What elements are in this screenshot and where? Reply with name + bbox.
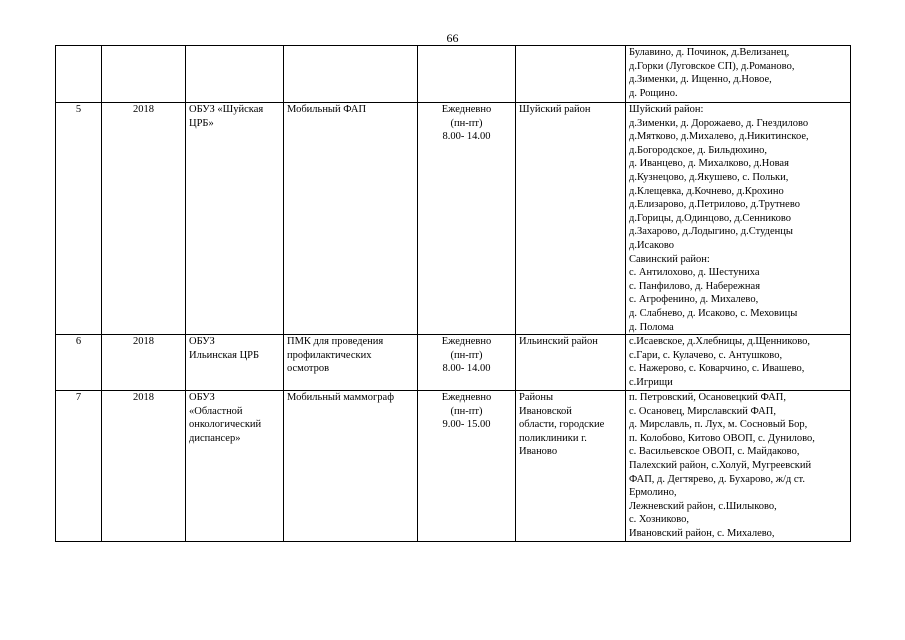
district-cell: [516, 335, 626, 391]
cell-line: с. Осановец, Мирславский ФАП,: [629, 405, 776, 417]
settlements-cell: [626, 103, 851, 335]
cell-line: Ежедневно: [441, 104, 492, 115]
cell-line: Районы: [519, 392, 554, 404]
cell-line: (пн-пт): [450, 405, 483, 417]
cell-line: «Областной: [189, 405, 243, 417]
cell-line: диспансер»: [189, 432, 241, 444]
settlements-cell: [626, 391, 851, 542]
cell-line: д. Полома: [629, 321, 674, 333]
year-cell: 2018: [102, 335, 186, 391]
row-number-cell: 5: [56, 103, 102, 335]
cell-line: Лежневский район, с.Шилыково,: [629, 500, 777, 512]
row-number-cell: 6: [56, 335, 102, 391]
cell-line: Шуйский район:: [629, 104, 704, 115]
cell-line: с. Васильевское ОВОП, с. Майдаково,: [629, 446, 800, 458]
cell-line: осмотров: [287, 363, 330, 375]
cell-line: д.Зименки, д. Ищенно, д.Новое,: [629, 74, 772, 86]
organization-cell: [186, 46, 284, 103]
cell-line: Палехский район, с.Холуй, Мугреевский: [629, 460, 812, 472]
cell-line: 8.00- 14.00: [442, 363, 491, 375]
cell-line: Булавино, д. Починок, д.Велизанец,: [629, 47, 790, 58]
service-type-cell: [284, 391, 418, 542]
settlements-cell: [626, 335, 851, 391]
district-cell: [516, 103, 626, 335]
cell-line: д. Рощино.: [629, 87, 678, 99]
district-cell: [516, 46, 626, 103]
table-row: [56, 335, 851, 391]
district-cell: [516, 391, 626, 542]
cell-line: области, городские: [519, 419, 605, 431]
cell-line: с.Игрищи: [629, 376, 673, 388]
organization-cell: [186, 103, 284, 335]
cell-line: Ивановской: [519, 405, 572, 417]
cell-line: Шуйский район: [519, 104, 591, 115]
year-cell: 2018: [102, 391, 186, 542]
cell-line: Ежедневно: [441, 336, 492, 348]
cell-line: с. Панфилово, д. Набережная: [629, 280, 761, 292]
cell-line: д.Мятково, д.Михалево, д.Никитинское,: [629, 131, 809, 143]
settlements-cell: [626, 46, 851, 103]
cell-line: ЦРБ»: [189, 117, 214, 129]
row-number-cell: [56, 46, 102, 103]
cell-line: Мобильный маммограф: [287, 392, 395, 404]
cell-line: д. Иванцево, д. Михалково, д.Новая: [629, 158, 789, 170]
cell-line: д.Клещевка, д.Кочнево, д.Крохино: [629, 185, 784, 197]
cell-line: ОБУЗ «Шуйская: [189, 104, 264, 115]
organization-cell: [186, 391, 284, 542]
cell-line: п. Петровский, Осановецкий ФАП,: [629, 392, 786, 404]
cell-line: Ильинский район: [519, 336, 598, 348]
table-row: [56, 391, 851, 542]
row-number-cell: 7: [56, 391, 102, 542]
cell-line: 8.00- 14.00: [442, 131, 491, 143]
cell-line: (пн-пт): [450, 117, 483, 129]
cell-line: с. Нажерово, с. Коварчино, с. Ивашево,: [629, 363, 805, 375]
cell-line: Ильинская ЦРБ: [189, 349, 260, 361]
table-row: [56, 103, 851, 335]
cell-line: д.Горки (Луговское СП), д.Романово,: [629, 60, 795, 72]
cell-line: д.Кузнецово, д.Якушево, с. Польки,: [629, 171, 789, 183]
cell-line: с. Антилохово, д. Шестуниха: [629, 267, 760, 279]
cell-line: п. Колобово, Китово ОВОП, с. Дунилово,: [629, 432, 815, 444]
cell-line: ОБУЗ: [189, 336, 215, 348]
cell-line: д.Богородское, д. Бильдюхино,: [629, 144, 768, 156]
cell-line: ФАП, д. Дегтярево, д. Бухарово, ж/д ст.: [629, 473, 805, 485]
cell-line: Иваново: [519, 446, 558, 458]
cell-line: Савинский район:: [629, 253, 710, 265]
cell-line: 9.00- 15.00: [442, 419, 491, 431]
cell-line: Ежедневно: [441, 392, 492, 404]
cell-line: д.Зименки, д. Дорожаево, д. Гнездилово: [629, 117, 809, 129]
cell-line: ПМК для проведения: [287, 336, 384, 348]
cell-line: Ивановский район, с. Михалево,: [629, 528, 775, 540]
service-type-cell: [284, 46, 418, 103]
cell-line: с. Агрофенино, д. Михалево,: [629, 294, 759, 306]
page-number: 66: [446, 31, 459, 45]
year-cell: 2018: [102, 103, 186, 335]
document-table: [55, 45, 851, 542]
service-type-cell: [284, 103, 418, 335]
schedule-cell: [418, 335, 516, 391]
cell-line: Ермолино,: [629, 487, 677, 499]
cell-line: д.Исаково: [629, 239, 674, 251]
cell-line: с.Гари, с. Кулачево, с. Антушково,: [629, 349, 783, 361]
schedule-cell: [418, 103, 516, 335]
cell-line: д.Елизарово, д.Петрилово, д.Трутнево: [629, 199, 800, 211]
table-row: [56, 46, 851, 103]
cell-line: Мобильный ФАП: [287, 104, 367, 115]
cell-line: (пн-пт): [450, 349, 483, 361]
year-cell: [102, 46, 186, 103]
cell-line: поликлиники г.: [519, 432, 587, 444]
cell-line: д. Слабнево, д. Исаково, с. Меховицы: [629, 307, 798, 319]
schedule-cell: [418, 391, 516, 542]
cell-line: ОБУЗ: [189, 392, 215, 404]
cell-line: профилактических: [287, 349, 372, 361]
organization-cell: [186, 335, 284, 391]
cell-line: с. Хозниково,: [629, 514, 690, 526]
cell-line: д. Мирславль, п. Лух, м. Сосновый Бор,: [629, 419, 808, 431]
cell-line: д.Захарово, д.Лодыгино, д.Студенцы: [629, 226, 793, 238]
cell-line: онкологический: [189, 419, 262, 431]
cell-line: с.Исаевское, д.Хлебницы, д.Щенниково,: [629, 336, 811, 348]
schedule-cell: [418, 46, 516, 103]
service-type-cell: [284, 335, 418, 391]
cell-line: д.Горицы, д.Одинцово, д.Сенниково: [629, 212, 791, 224]
